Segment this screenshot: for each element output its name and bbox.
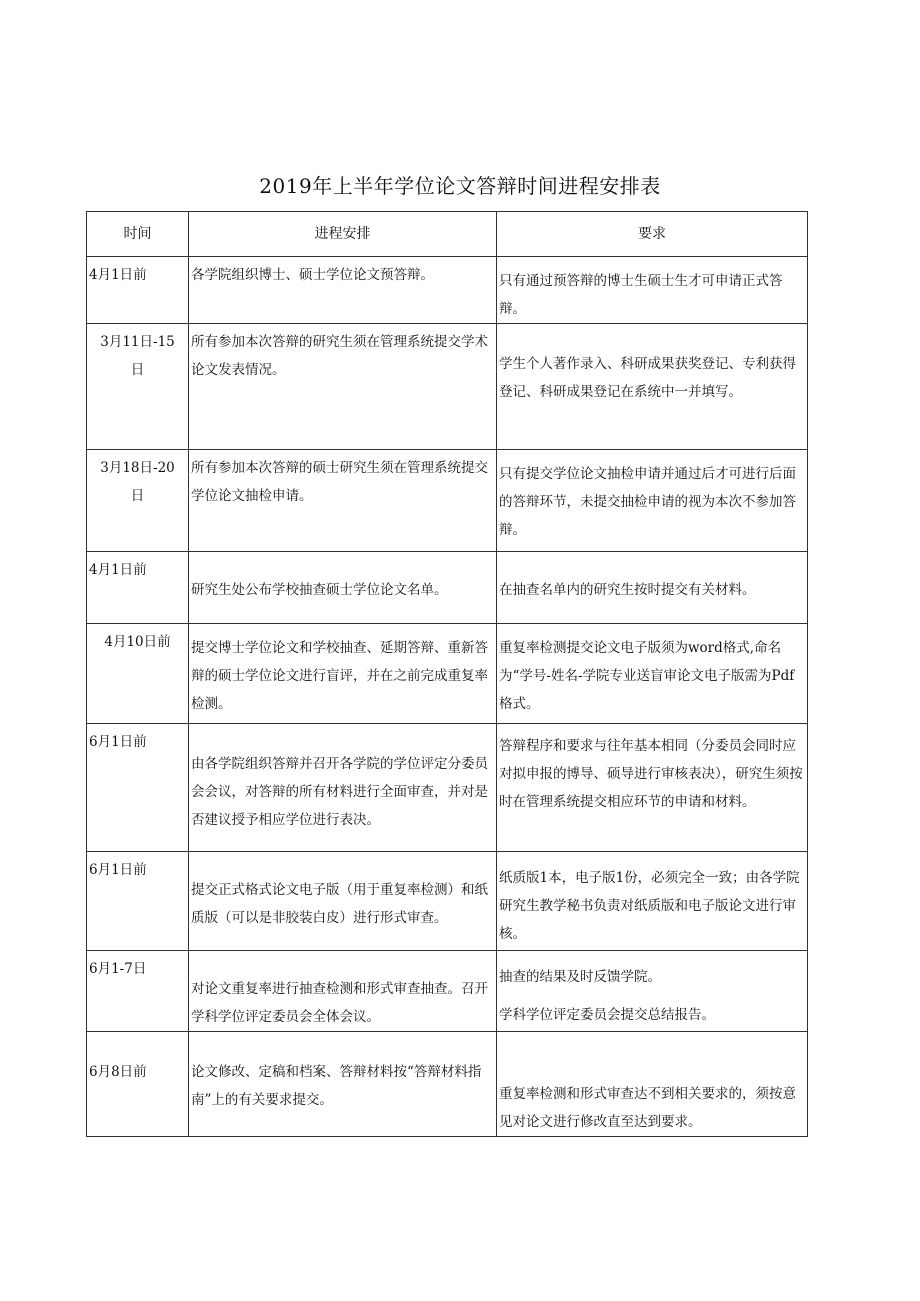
table-row (87, 724, 808, 852)
row-requirement: 重复率检测提交论文电子版须为word格式,命名为“学号-姓名-学院专业送盲审论文电子版需为Pdf格式。 (497, 624, 808, 724)
row-schedule: 提交正式格式论文电子版（用于重复率检测）和纸质版（可以是非胶装白皮）进行形式审查。 (189, 852, 497, 951)
row-schedule: 各学院组织博士、硕士学位论文预答辩。 (189, 257, 497, 324)
row-requirement: 抽查的结果及时反馈学院。 (499, 969, 661, 985)
row-schedule: 所有参加本次答辩的硕士研究生须在管理系统提交学位论文抽检申请。 (189, 450, 497, 552)
header-schedule: 进程安排 (189, 212, 497, 257)
row-requirement: 只有通过预答辩的博士生硕士生才可申请正式答辩。 (497, 257, 808, 324)
header-time: 时间 (87, 212, 189, 257)
row-time: 3月11日-15日 (87, 324, 189, 450)
table-row (87, 450, 808, 552)
row-time: 4月1日前 (87, 257, 189, 324)
page-title: 2019年上半年学位论文答辩时间进程安排表 (259, 174, 661, 198)
row-requirement: 在抽查名单内的研究生按时提交有关材料。 (497, 552, 808, 624)
row-time: 3月18日-20日 (87, 450, 189, 552)
table-row (87, 852, 808, 951)
row-requirement: 只有提交学位论文抽检申请并通过后才可进行后面的答辩环节，未提交抽检申请的视为本次不参加答辩。 (497, 450, 808, 552)
row-requirement-group (497, 951, 808, 1032)
table-header-row (87, 212, 808, 257)
table-row (87, 324, 808, 450)
row-requirement: 学生个人著作录入、科研成果获奖登记、专利获得登记、科研成果登记在系统中一并填写。 (497, 324, 808, 450)
row-time: 4月1日前 (87, 552, 189, 624)
row-requirement: 答辩程序和要求与往年基本相同（分委员会同时应对拟申报的博导、硕导进行审核表决），研究生须按时在管理系统提交相应环节的申请和材料。 (497, 724, 808, 852)
row-time: 4月10日前 (87, 624, 189, 724)
table-row (87, 624, 808, 724)
row-time: 6月1日前 (87, 724, 189, 852)
row-time: 6月8日前 (87, 1032, 189, 1137)
row-requirement: 重复率检测和形式审查达不到相关要求的，须按意见对论文进行修改直至达到要求。 (497, 1032, 808, 1137)
row-schedule: 论文修改、定稿和档案、答辩材料按“答辩材料指南”上的有关要求提交。 (189, 1032, 497, 1137)
row-requirement-extra: 学科学位评定委员会提交总结报告。 (499, 1007, 715, 1023)
row-schedule: 研究生处公布学校抽查硕士学位论文名单。 (189, 552, 497, 624)
row-schedule: 提交博士学位论文和学校抽查、延期答辩、重新答辩的硕士学位论文进行盲评，并在之前完成重复率检测。 (189, 624, 497, 724)
table-row (87, 552, 808, 624)
row-time: 6月1-7日 (87, 951, 189, 1032)
row-requirement: 纸质版1本，电子版1份，必须完全一致；由各学院研究生教学秘书负责对纸质版和电子版论文进行审核。 (497, 852, 808, 951)
table-row (87, 257, 808, 324)
schedule-table (86, 211, 808, 1137)
table-row (87, 951, 808, 1032)
row-time: 6月1日前 (87, 852, 189, 951)
row-schedule: 对论文重复率进行抽查检测和形式审查抽查。召开学科学位评定委员会全体会议。 (189, 951, 497, 1032)
table-row (87, 1032, 808, 1137)
row-schedule: 所有参加本次答辩的研究生须在管理系统提交学术论文发表情况。 (189, 324, 497, 450)
row-schedule: 由各学院组织答辩并召开各学院的学位评定分委员会会议，对答辩的所有材料进行全面审查，并对是否建议授予相应学位进行表决。 (189, 724, 497, 852)
header-requirement: 要求 (497, 212, 808, 257)
